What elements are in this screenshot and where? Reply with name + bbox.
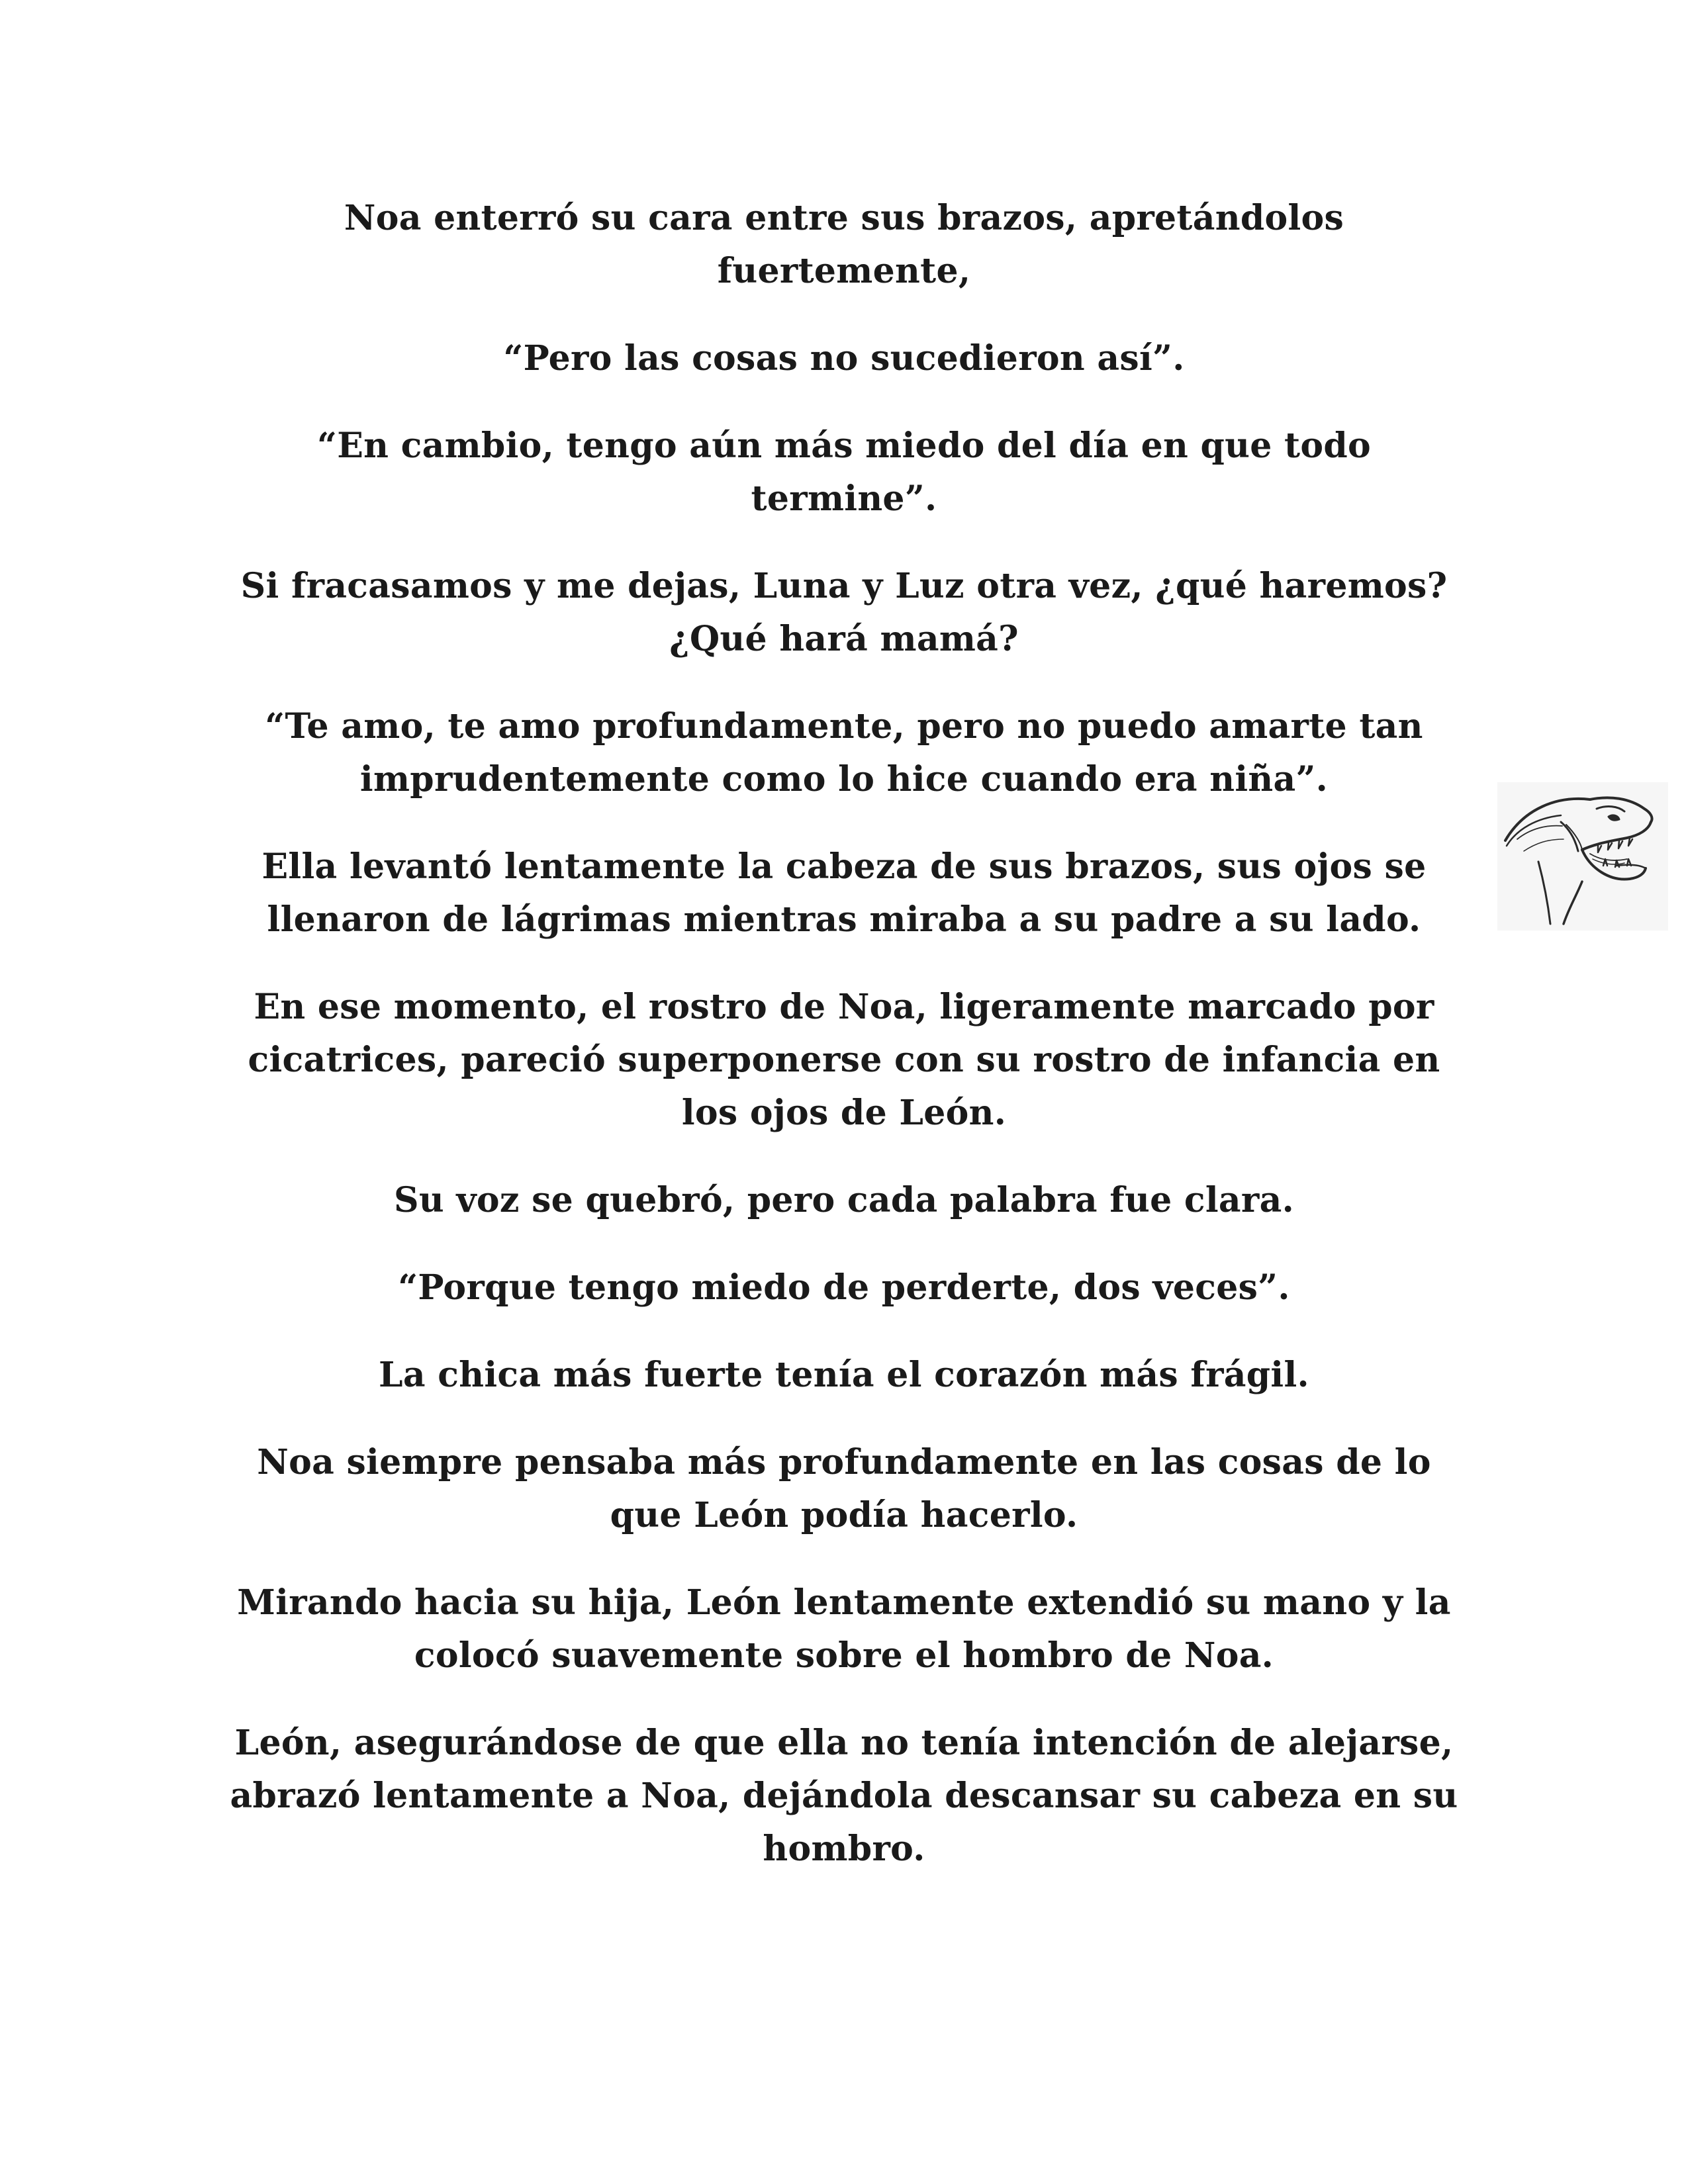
paragraph: “Pero las cosas no sucedieron así”. — [503, 338, 1185, 379]
paragraph: “Porque tengo miedo de perderte, dos veces”. — [398, 1267, 1290, 1308]
paragraph: Su voz se quebró, pero cada palabra fue clara. — [393, 1180, 1294, 1220]
paragraph: Ella levantó lentamente la cabeza de sus brazos, sus ojos se llenaron de lágrimas mientras miraba a su padre a su lado. — [261, 846, 1427, 940]
paragraph: Noa siempre pensaba más profundamente en las cosas de lo que León podía hacerlo. — [257, 1442, 1431, 1535]
story-text — [225, 192, 1463, 1910]
paragraph: “En cambio, tengo aún más miedo del día en que todo termine”. — [316, 426, 1371, 519]
dinosaur-head-sketch-icon — [1497, 782, 1668, 931]
paragraph: “Te amo, te amo profundamente, pero no puedo amarte tan imprudentemente como lo hice cuando era niña”. — [265, 706, 1423, 799]
paragraph: Noa enterró su cara entre sus brazos, apretándolos fuertemente, — [344, 198, 1344, 291]
paragraph: En ese momento, el rostro de Noa, ligeramente marcado por cicatrices, pareció superponerse con su rostro de infancia en los ojos de León. — [248, 987, 1440, 1133]
paragraph: La chica más fuerte tenía el corazón más frágil. — [379, 1355, 1309, 1395]
paragraph: Si fracasamos y me dejas, Luna y Luz otra vez, ¿qué haremos? ¿Qué hará mamá? — [240, 566, 1448, 659]
paragraph: Mirando hacia su hija, León lentamente extendió su mano y la colocó suavemente sobre el hombro de Noa. — [237, 1582, 1451, 1676]
paragraph: León, asegurándose de que ella no tenía intención de alejarse, abrazó lentamente a Noa, dejándola descansar su cabeza en su hombro. — [230, 1723, 1458, 1869]
